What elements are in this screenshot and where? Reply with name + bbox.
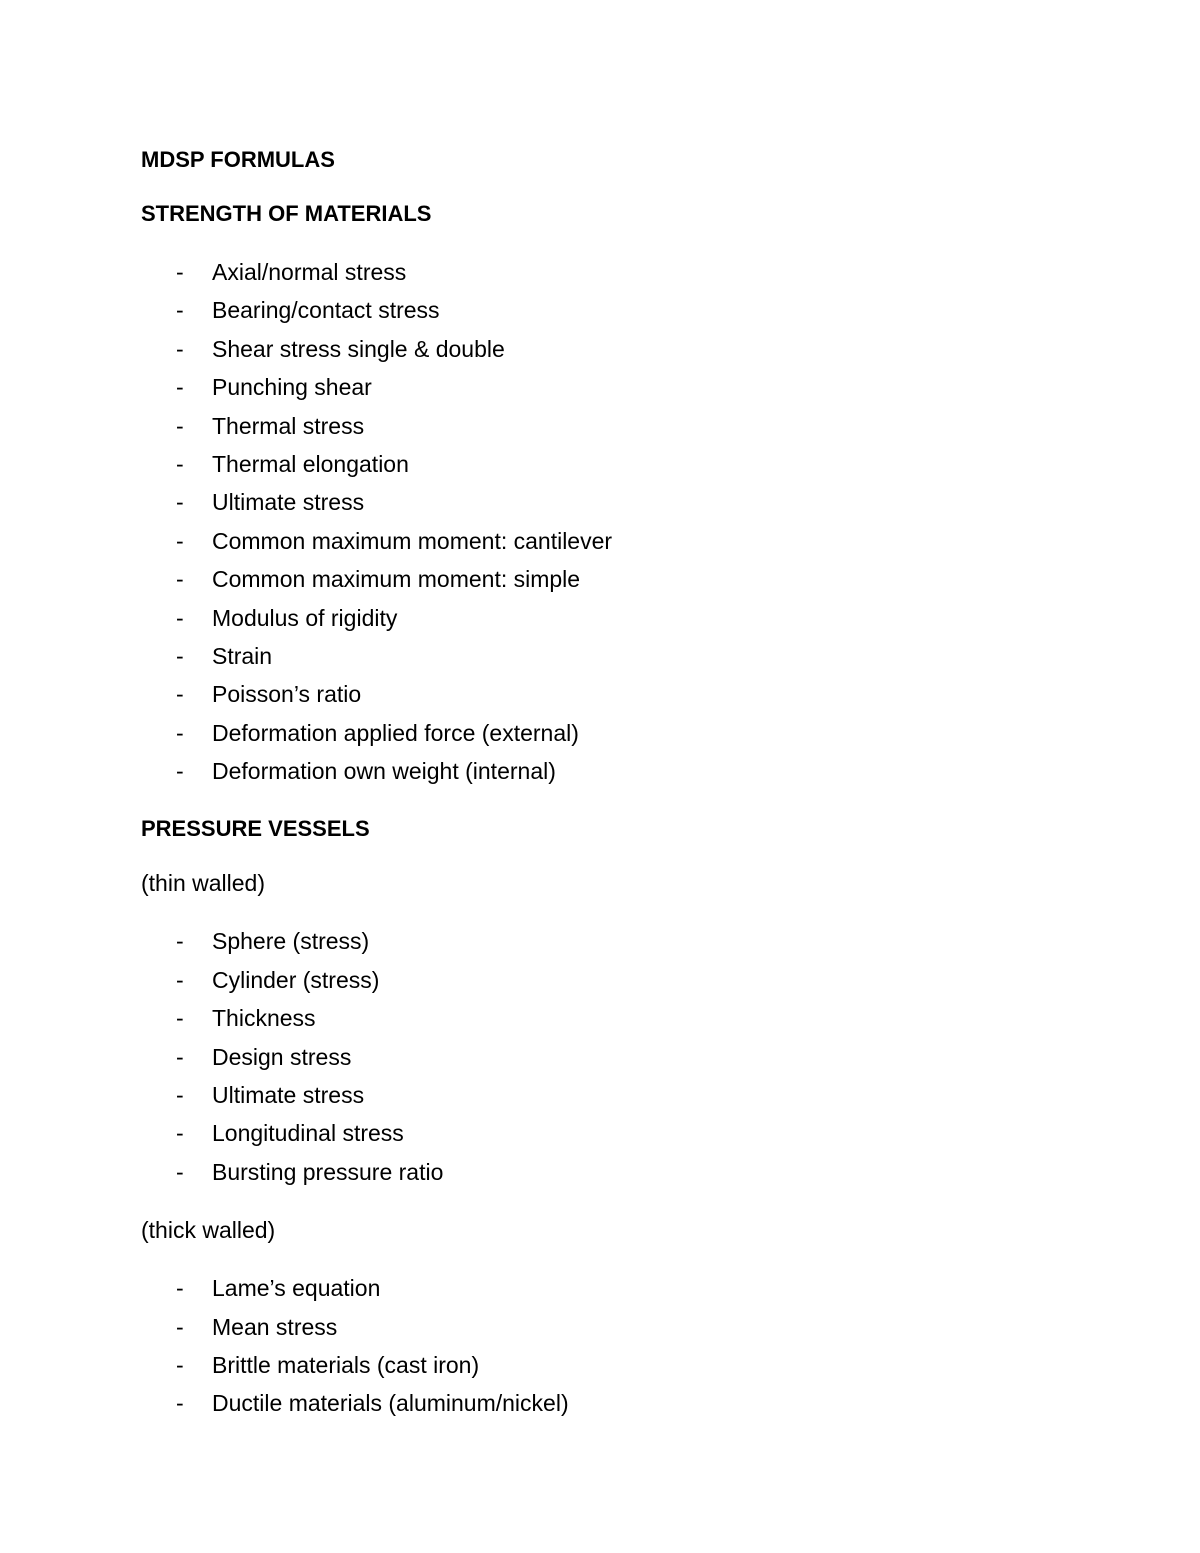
bullet-dash: -: [176, 335, 184, 362]
list-item: [141, 1114, 1101, 1152]
list-item-label: Design stress: [212, 1043, 352, 1070]
list-item-label: Brittle materials (cast iron): [212, 1351, 480, 1378]
list-item-label: Ultimate stress: [212, 489, 365, 516]
document-title: MDSP FORMULAS: [141, 147, 335, 172]
list-item: [141, 714, 1101, 752]
list-item-label: Bursting pressure ratio: [212, 1158, 444, 1185]
section-heading: PRESSURE VESSELS: [141, 816, 370, 842]
list-item: [141, 1076, 1101, 1114]
bullet-dash: -: [176, 489, 184, 516]
list-item-label: Deformation own weight (internal): [212, 758, 556, 785]
list-item: [141, 368, 1101, 406]
list-item: [141, 637, 1101, 675]
section-pressure-vessels: [141, 814, 1101, 1422]
bullet-dash: -: [176, 604, 184, 631]
bullet-dash: -: [176, 758, 184, 785]
list-item-label: Thermal elongation: [212, 450, 409, 477]
formula-list: [141, 1269, 1101, 1423]
list-item: [141, 1038, 1101, 1076]
bullet-dash: -: [176, 1082, 184, 1109]
bullet-dash: -: [176, 1120, 184, 1147]
list-item-label: Sphere (stress): [212, 928, 370, 955]
list-item: [141, 1308, 1101, 1346]
list-item: [141, 961, 1101, 999]
list-item: [141, 999, 1101, 1037]
list-item-label: Strain: [212, 642, 273, 669]
list-item: [141, 407, 1101, 445]
list-item: [141, 445, 1101, 483]
list-item: [141, 599, 1101, 637]
list-item-label: Deformation applied force (external): [212, 719, 579, 746]
list-item-label: Common maximum moment: cantilever: [212, 527, 613, 554]
list-item: [141, 922, 1101, 960]
list-item-label: Bearing/contact stress: [212, 297, 440, 324]
list-item: [141, 253, 1101, 291]
list-item: [141, 1346, 1101, 1384]
bullet-dash: -: [176, 1313, 184, 1340]
formula-list: [141, 922, 1101, 1191]
list-item: [141, 675, 1101, 713]
bullet-dash: -: [176, 1158, 184, 1185]
list-item: [141, 752, 1101, 790]
bullet-dash: -: [176, 642, 184, 669]
bullet-dash: -: [176, 681, 184, 708]
list-item: [141, 1269, 1101, 1307]
list-item-label: Common maximum moment: simple: [212, 566, 581, 593]
bullet-dash: -: [176, 1275, 184, 1302]
subsection-heading-thin-walled: (thin walled): [141, 870, 265, 897]
formula-list: [141, 253, 1101, 790]
section-strength-of-materials: [141, 199, 1101, 790]
bullet-dash: -: [176, 719, 184, 746]
bullet-dash: -: [176, 966, 184, 993]
subsection-heading-thick-walled: (thick walled): [141, 1217, 276, 1244]
list-item-label: Mean stress: [212, 1313, 338, 1340]
bullet-dash: -: [176, 412, 184, 439]
list-item: [141, 560, 1101, 598]
list-item-label: Ultimate stress: [212, 1082, 365, 1109]
list-item-label: Shear stress single & double: [212, 335, 505, 362]
document-body: [141, 145, 1101, 1447]
list-item-label: Cylinder (stress): [212, 966, 380, 993]
bullet-dash: -: [176, 928, 184, 955]
list-item-label: Lame’s equation: [212, 1275, 381, 1302]
bullet-dash: -: [176, 566, 184, 593]
list-item: [141, 330, 1101, 368]
list-item-label: Longitudinal stress: [212, 1120, 404, 1147]
bullet-dash: -: [176, 1043, 184, 1070]
list-item-label: Punching shear: [212, 374, 372, 401]
list-item: [141, 483, 1101, 521]
list-item-label: Thickness: [212, 1005, 316, 1032]
bullet-dash: -: [176, 374, 184, 401]
bullet-dash: -: [176, 527, 184, 554]
bullet-dash: -: [176, 1005, 184, 1032]
list-item: [141, 1153, 1101, 1191]
bullet-dash: -: [176, 1390, 184, 1417]
list-item: [141, 1384, 1101, 1422]
list-item: [141, 522, 1101, 560]
list-item-label: Poisson’s ratio: [212, 681, 362, 708]
bullet-dash: -: [176, 450, 184, 477]
bullet-dash: -: [176, 1351, 184, 1378]
bullet-dash: -: [176, 259, 184, 285]
list-item-label: Ductile materials (aluminum/nickel): [212, 1390, 569, 1417]
bullet-dash: -: [176, 297, 184, 324]
list-item-label: Thermal stress: [212, 412, 365, 439]
list-item-label: Axial/normal stress: [212, 259, 407, 285]
list-item: [141, 291, 1101, 329]
section-heading: STRENGTH OF MATERIALS: [141, 201, 432, 226]
list-item-label: Modulus of rigidity: [212, 604, 398, 631]
